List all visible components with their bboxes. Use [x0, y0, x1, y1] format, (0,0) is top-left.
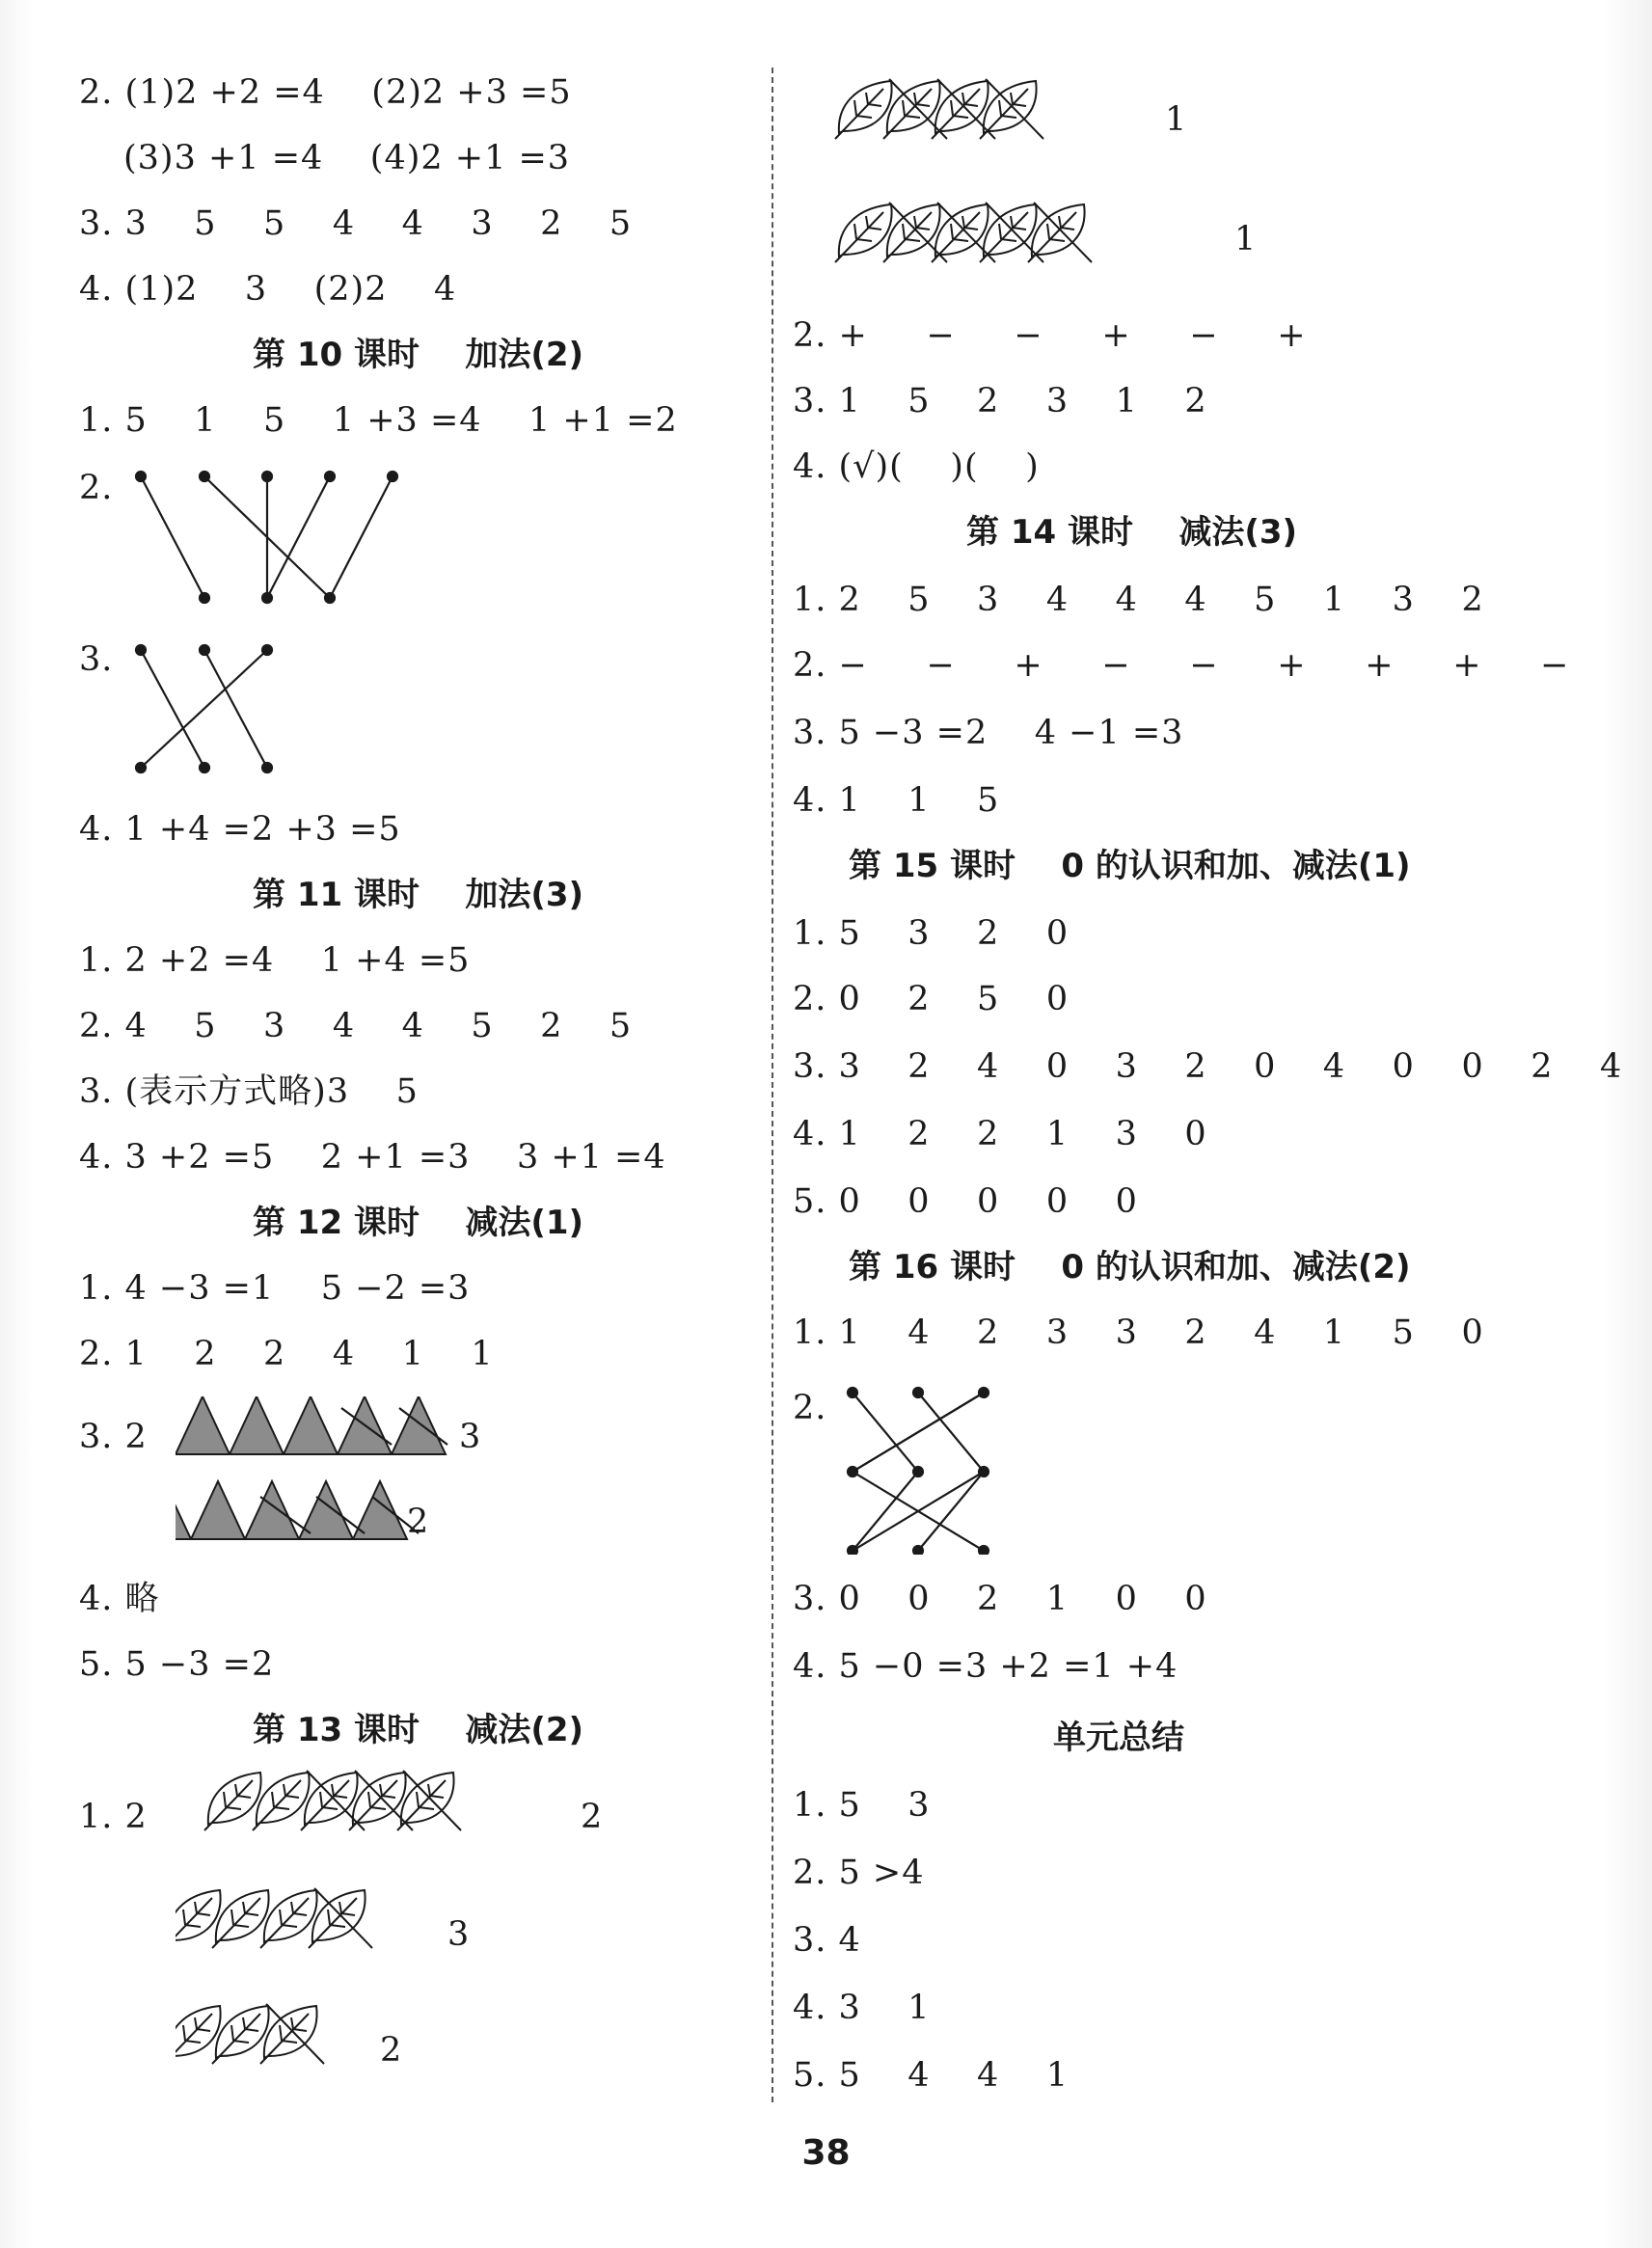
answer-line: 2. 0 2 5 0 [793, 980, 1070, 1018]
crossed-leaf-icon [1028, 203, 1092, 262]
answer-line: 5. 0 0 0 0 0 [793, 1182, 1138, 1221]
answer-line: 4. (√)( )( ) [793, 447, 1040, 486]
crossed-leaf-icon [349, 1771, 413, 1830]
crossed-leaf-icon [397, 1771, 461, 1830]
crossed-leaf-icon [932, 79, 995, 139]
answer-line: 1. 1 4 2 3 3 2 4 1 5 0 [793, 1314, 1484, 1352]
answer-line: 4. 1 1 5 [793, 781, 1000, 820]
page-number: 38 [801, 2133, 851, 2173]
leaves-figure-right [831, 77, 1159, 289]
answer-line: 3. 5 −3 =2 4 −1 =3 [793, 714, 1184, 752]
crossed-leaf-icon [980, 203, 1043, 262]
answer-line: 2. + − − + − + [793, 316, 1307, 355]
answer-line: 4. 5 −0 =3 +2 =1 +4 [793, 1647, 1178, 1686]
section-heading-16: 第 16 课时 0 的认识和加、减法(2) [849, 1248, 1411, 1287]
matching-diagram-10-2 [127, 463, 436, 608]
section-heading-10: 第 10 课时 加法(2) [253, 336, 584, 374]
answer-line: 3. [79, 640, 114, 679]
answer-line: 1. 5 3 2 0 [793, 914, 1070, 953]
leaf-icon [835, 81, 892, 139]
answer-line: 3. (表示方式略)3 5 [79, 1072, 419, 1111]
answer-line: 3. 4 [793, 1921, 861, 1960]
answer-line: 2. 4 5 3 4 4 5 2 5 [79, 1007, 633, 1045]
answer-line: 2. [793, 1389, 827, 1427]
section-heading-summary: 单元总结 [1053, 1719, 1184, 1757]
answer-line: 1. 5 1 5 1 +3 =4 1 +1 =2 [79, 401, 678, 440]
section-heading-15: 第 15 课时 0 的认识和加、减法(1) [849, 847, 1411, 885]
answer-line: 3. 2 [79, 1418, 148, 1456]
crossed-leaf-icon [260, 2004, 324, 2064]
section-heading-13: 第 13 课时 减法(2) [253, 1711, 584, 1749]
answer-line: 1. 4 −3 =1 5 −2 =3 [79, 1269, 471, 1308]
answer-line: 1 [1165, 100, 1188, 139]
answer-line: 2. (1)2 +2 =4 (2)2 +3 =5 [79, 73, 572, 112]
crossed-leaf-icon [883, 203, 947, 262]
column-divider [772, 68, 773, 2102]
answer-line: 3 [459, 1418, 482, 1456]
section-heading-14: 第 14 课时 减法(3) [966, 513, 1298, 552]
answer-line: 4. 3 1 [793, 1989, 931, 2027]
answer-line: 2. 5 >4 [793, 1854, 925, 1892]
answer-line: 1. 2 [79, 1798, 148, 1836]
answer-line: 4. (1)2 3 (2)2 4 [79, 270, 457, 309]
answer-line: 2. 1 2 2 4 1 1 [79, 1335, 494, 1373]
leaf-icon [204, 1773, 261, 1830]
answer-line: 2 [581, 1798, 604, 1836]
crossed-leaf-icon [309, 1888, 372, 1948]
crossed-leaf-icon [932, 203, 995, 262]
answer-line: 1. 2 5 3 4 4 4 5 1 3 2 [793, 581, 1484, 619]
answer-line: 2 [407, 1503, 430, 1541]
answer-line: 5. 5 −3 =2 [79, 1645, 275, 1684]
answer-line: 3. 3 2 4 0 3 2 0 4 0 0 2 4 [793, 1047, 1623, 1086]
answer-line: 2. [79, 469, 114, 507]
answer-line: 1 [1234, 220, 1258, 258]
answer-line: 3. 0 0 2 1 0 0 [793, 1580, 1207, 1618]
leaf-icon [176, 2006, 221, 2064]
answer-line: 3. 1 5 2 3 1 2 [793, 382, 1207, 420]
crossed-leaf-icon [883, 79, 947, 139]
answer-line: 5. 5 4 4 1 [793, 2056, 1070, 2095]
leaf-icon [176, 1890, 221, 1948]
answer-line: 2. − − + − − + + + − [793, 646, 1570, 685]
answer-line: 4. 1 2 2 1 3 0 [793, 1115, 1207, 1153]
answer-line: 2 [380, 2031, 403, 2070]
answer-line: 3. 3 5 5 4 4 3 2 5 [79, 204, 633, 243]
answer-line: 1. 2 +2 =4 1 +4 =5 [79, 941, 471, 980]
leaves-figure [176, 1765, 542, 2083]
matching-diagram-16-2 [841, 1381, 1072, 1555]
crossed-leaf-icon [301, 1771, 365, 1830]
answer-line: (3)3 +1 =4 (4)2 +1 =3 [123, 139, 571, 177]
answer-line: 4. 1 +4 =2 +3 =5 [79, 810, 401, 849]
crossed-leaf-icon [980, 79, 1043, 139]
section-heading-11: 第 11 课时 加法(3) [253, 876, 584, 914]
answer-line: 4. 略 [79, 1580, 160, 1618]
answer-line: 1. 5 3 [793, 1786, 931, 1825]
answer-line: 4. 3 +2 =5 2 +1 =3 3 +1 =4 [79, 1138, 666, 1177]
answer-line: 3 [447, 1915, 471, 1954]
section-heading-12: 第 12 课时 减法(1) [253, 1204, 584, 1242]
leaf-icon [835, 204, 892, 262]
matching-diagram-10-3 [127, 636, 320, 781]
